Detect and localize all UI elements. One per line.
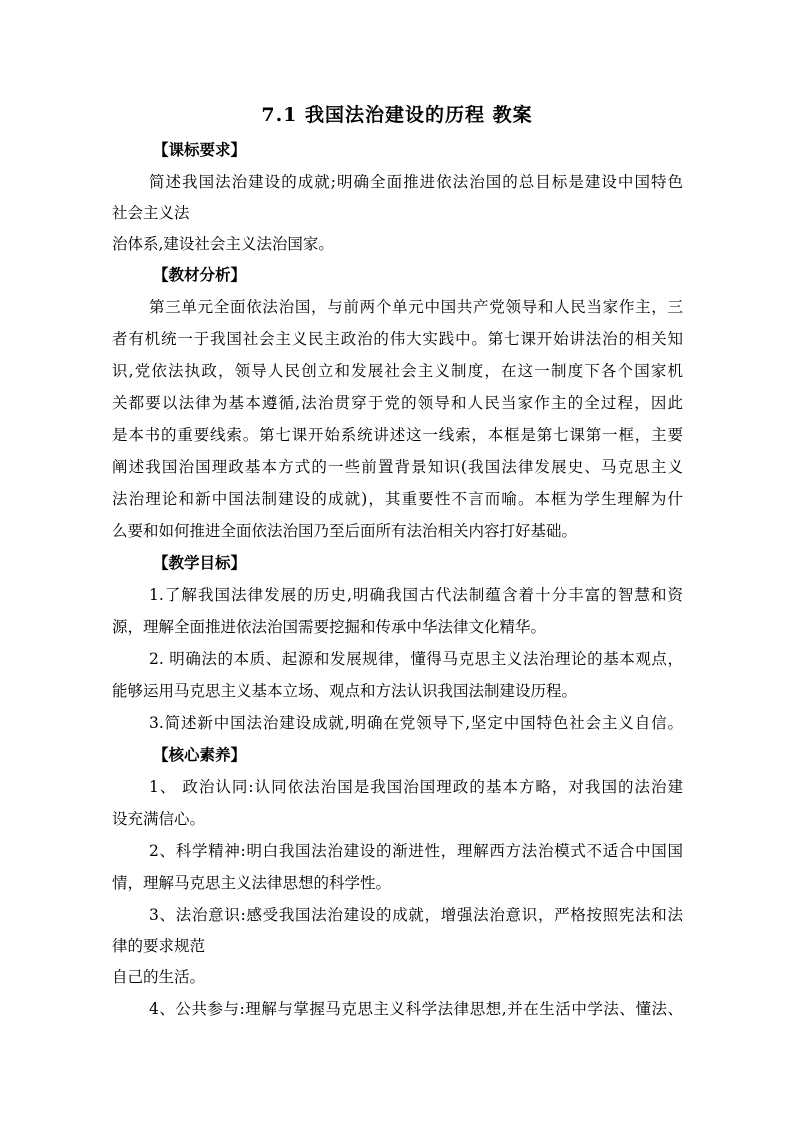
- paragraph-line: 者有机统一于我国社会主义民主政治的伟大实践中。第七课开始讲法治的相关知: [112, 330, 683, 348]
- paragraph-line: 是本书的重要线索。第七课开始系统讲述这一线索，本框是第七课第一框，主要: [112, 426, 683, 444]
- paragraph-line: 第三单元全面依法治国，与前两个单元中国共产党领导和人民当家作主，三: [149, 298, 683, 316]
- section-heading-textbook-analysis: 【教材分析】: [153, 265, 247, 284]
- section-heading-core-literacy: 【核心素养】: [153, 745, 247, 764]
- paragraph-line: 4、公共参与:理解与掌握马克思主义科学法律思想,并在生活中学法、懂法、: [149, 1000, 683, 1018]
- page-title: 7.1 我国法治建设的历程 教案: [261, 104, 533, 126]
- paragraph-line: 1、 政治认同:认同依法治国是我国治国理政的基本方略，对我国的法治建: [149, 778, 683, 796]
- section-heading-teaching-goals: 【教学目标】: [153, 553, 247, 572]
- paragraph-line: 设充满信心。: [112, 810, 206, 828]
- section-heading-curriculum: 【课标要求】: [153, 140, 247, 159]
- paragraph-line: 2. 明确法的本质、起源和发展规律，懂得马克思主义法治理论的基本观点，: [149, 650, 683, 668]
- paragraph-line: 简述我国法治建设的成就;明确全面推进依法治国的总目标是建设中国特色: [149, 173, 683, 191]
- paragraph-line: 关都要以法律为基本遵循,法治贯穿于党的领导和人民当家作主的全过程，因此: [112, 394, 683, 412]
- paragraph-line: 阐述我国治国理政基本方式的一些前置背景知识(我国法律发展史、马克思主义: [112, 458, 683, 476]
- paragraph-line: 能够运用马克思主义基本立场、观点和方法认识我国法制建设历程。: [112, 682, 578, 700]
- paragraph-line: 3、法治意识:感受我国法治建设的成就，增强法治意识，严格按照宪法和法: [149, 906, 683, 924]
- paragraph-line: 自己的生活。: [112, 968, 206, 986]
- paragraph-line: 1.了解我国法律发展的历史,明确我国古代法制蕴含着十分丰富的智慧和资: [149, 586, 683, 604]
- paragraph-line: 法治理论和新中国法制建设的成就)，其重要性不言而喻。本框为学生理解为什: [112, 490, 683, 508]
- paragraph-line: 治体系,建设社会主义法治国家。: [112, 235, 334, 253]
- paragraph-line: 社会主义法: [112, 204, 190, 222]
- paragraph-line: 2、科学精神:明白我国法治建设的渐进性，理解西方法治模式不适合中国国: [149, 842, 683, 860]
- paragraph-line: 识,党依法执政，领导人民创立和发展社会主义制度，在这一制度下各个国家机: [112, 362, 683, 380]
- paragraph-line: 3.简述新中国法治建设成就,明确在党领导下,坚定中国特色社会主义自信。: [149, 714, 683, 732]
- paragraph-line: 源，理解全面推进依法治国需要挖掘和传承中华法律文化精华。: [112, 618, 547, 636]
- paragraph-line: 么要和如何推进全面依法治国乃至后面所有法治相关内容打好基础。: [112, 522, 578, 540]
- paragraph-line: 情，理解马克思主义法律思想的科学性。: [112, 874, 392, 892]
- paragraph-line: 律的要求规范: [112, 937, 206, 955]
